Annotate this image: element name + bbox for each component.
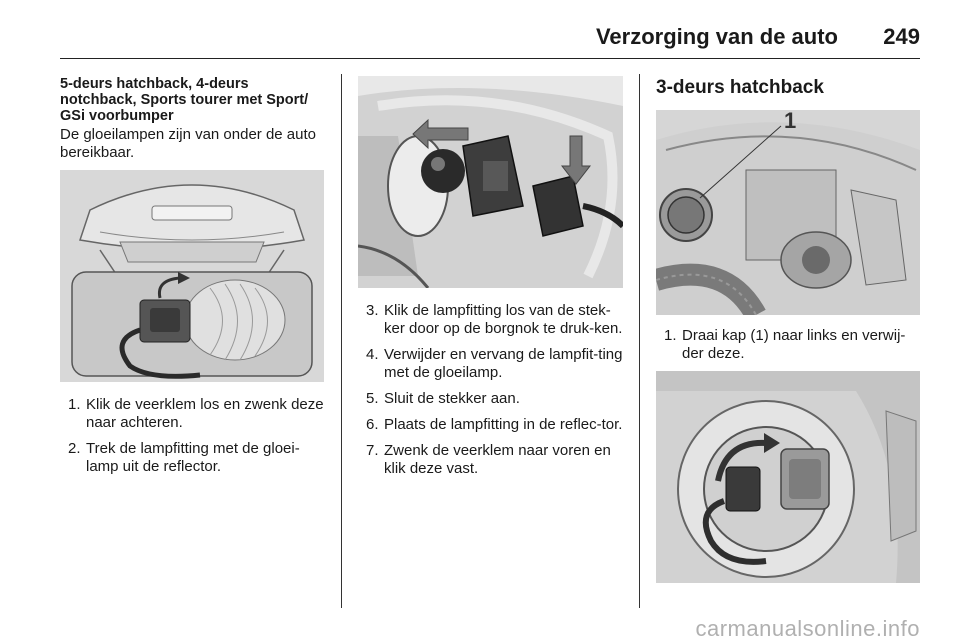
page-header [60, 14, 920, 59]
subsection-heading: 5-deurs hatchback, 4-deurs notchback, Sports tourer met Sport/ GSi voorbumper [60, 76, 309, 124]
watermark: carmanualsonline.info [695, 616, 920, 641]
section-title: Verzorging van de auto [595, 24, 838, 49]
column-divider [639, 74, 640, 608]
steps-list [358, 302, 623, 478]
figure-headlamp-cap [656, 110, 920, 315]
list-item: 2. Trek de lampfitting met de gloei-lamp uit de reflector. [68, 440, 300, 475]
figure-car-front-underside [60, 170, 324, 382]
list-item: 6. Plaats de lampfitting in de reflec-tor. [366, 416, 623, 433]
steps-list [656, 327, 920, 363]
figure-cap-rotation [656, 371, 920, 583]
list-item: 1. Klik de veerklem los en zwenk deze naar achteren. [68, 396, 324, 431]
page-number: 249 [883, 24, 920, 49]
column-1 [60, 76, 324, 484]
column-3 [656, 76, 920, 583]
intro-paragraph: De gloeilampen zijn van onder de auto bereikbaar. [60, 126, 317, 161]
figure-bulb-socket-removal [358, 76, 623, 288]
steps-list [60, 396, 324, 476]
list-item: 1. Draai kap (1) naar links en verwij-der deze. [664, 327, 906, 362]
list-item: 7. Zwenk de veerklem naar voren en klik deze vast. [366, 442, 611, 477]
subsection-heading: 3-deurs hatchback [656, 77, 824, 98]
column-divider [341, 74, 342, 608]
list-item: 4. Verwijder en vervang de lampfit-ting met de gloeilamp. [366, 346, 623, 381]
column-2 [358, 76, 623, 486]
callout-label: 1 [784, 110, 797, 133]
list-item: 5. Sluit de stekker aan. [366, 390, 520, 407]
list-item: 3. Klik de lampfitting los van de stek-ker door op de borgnok te druk-ken. [366, 302, 623, 337]
